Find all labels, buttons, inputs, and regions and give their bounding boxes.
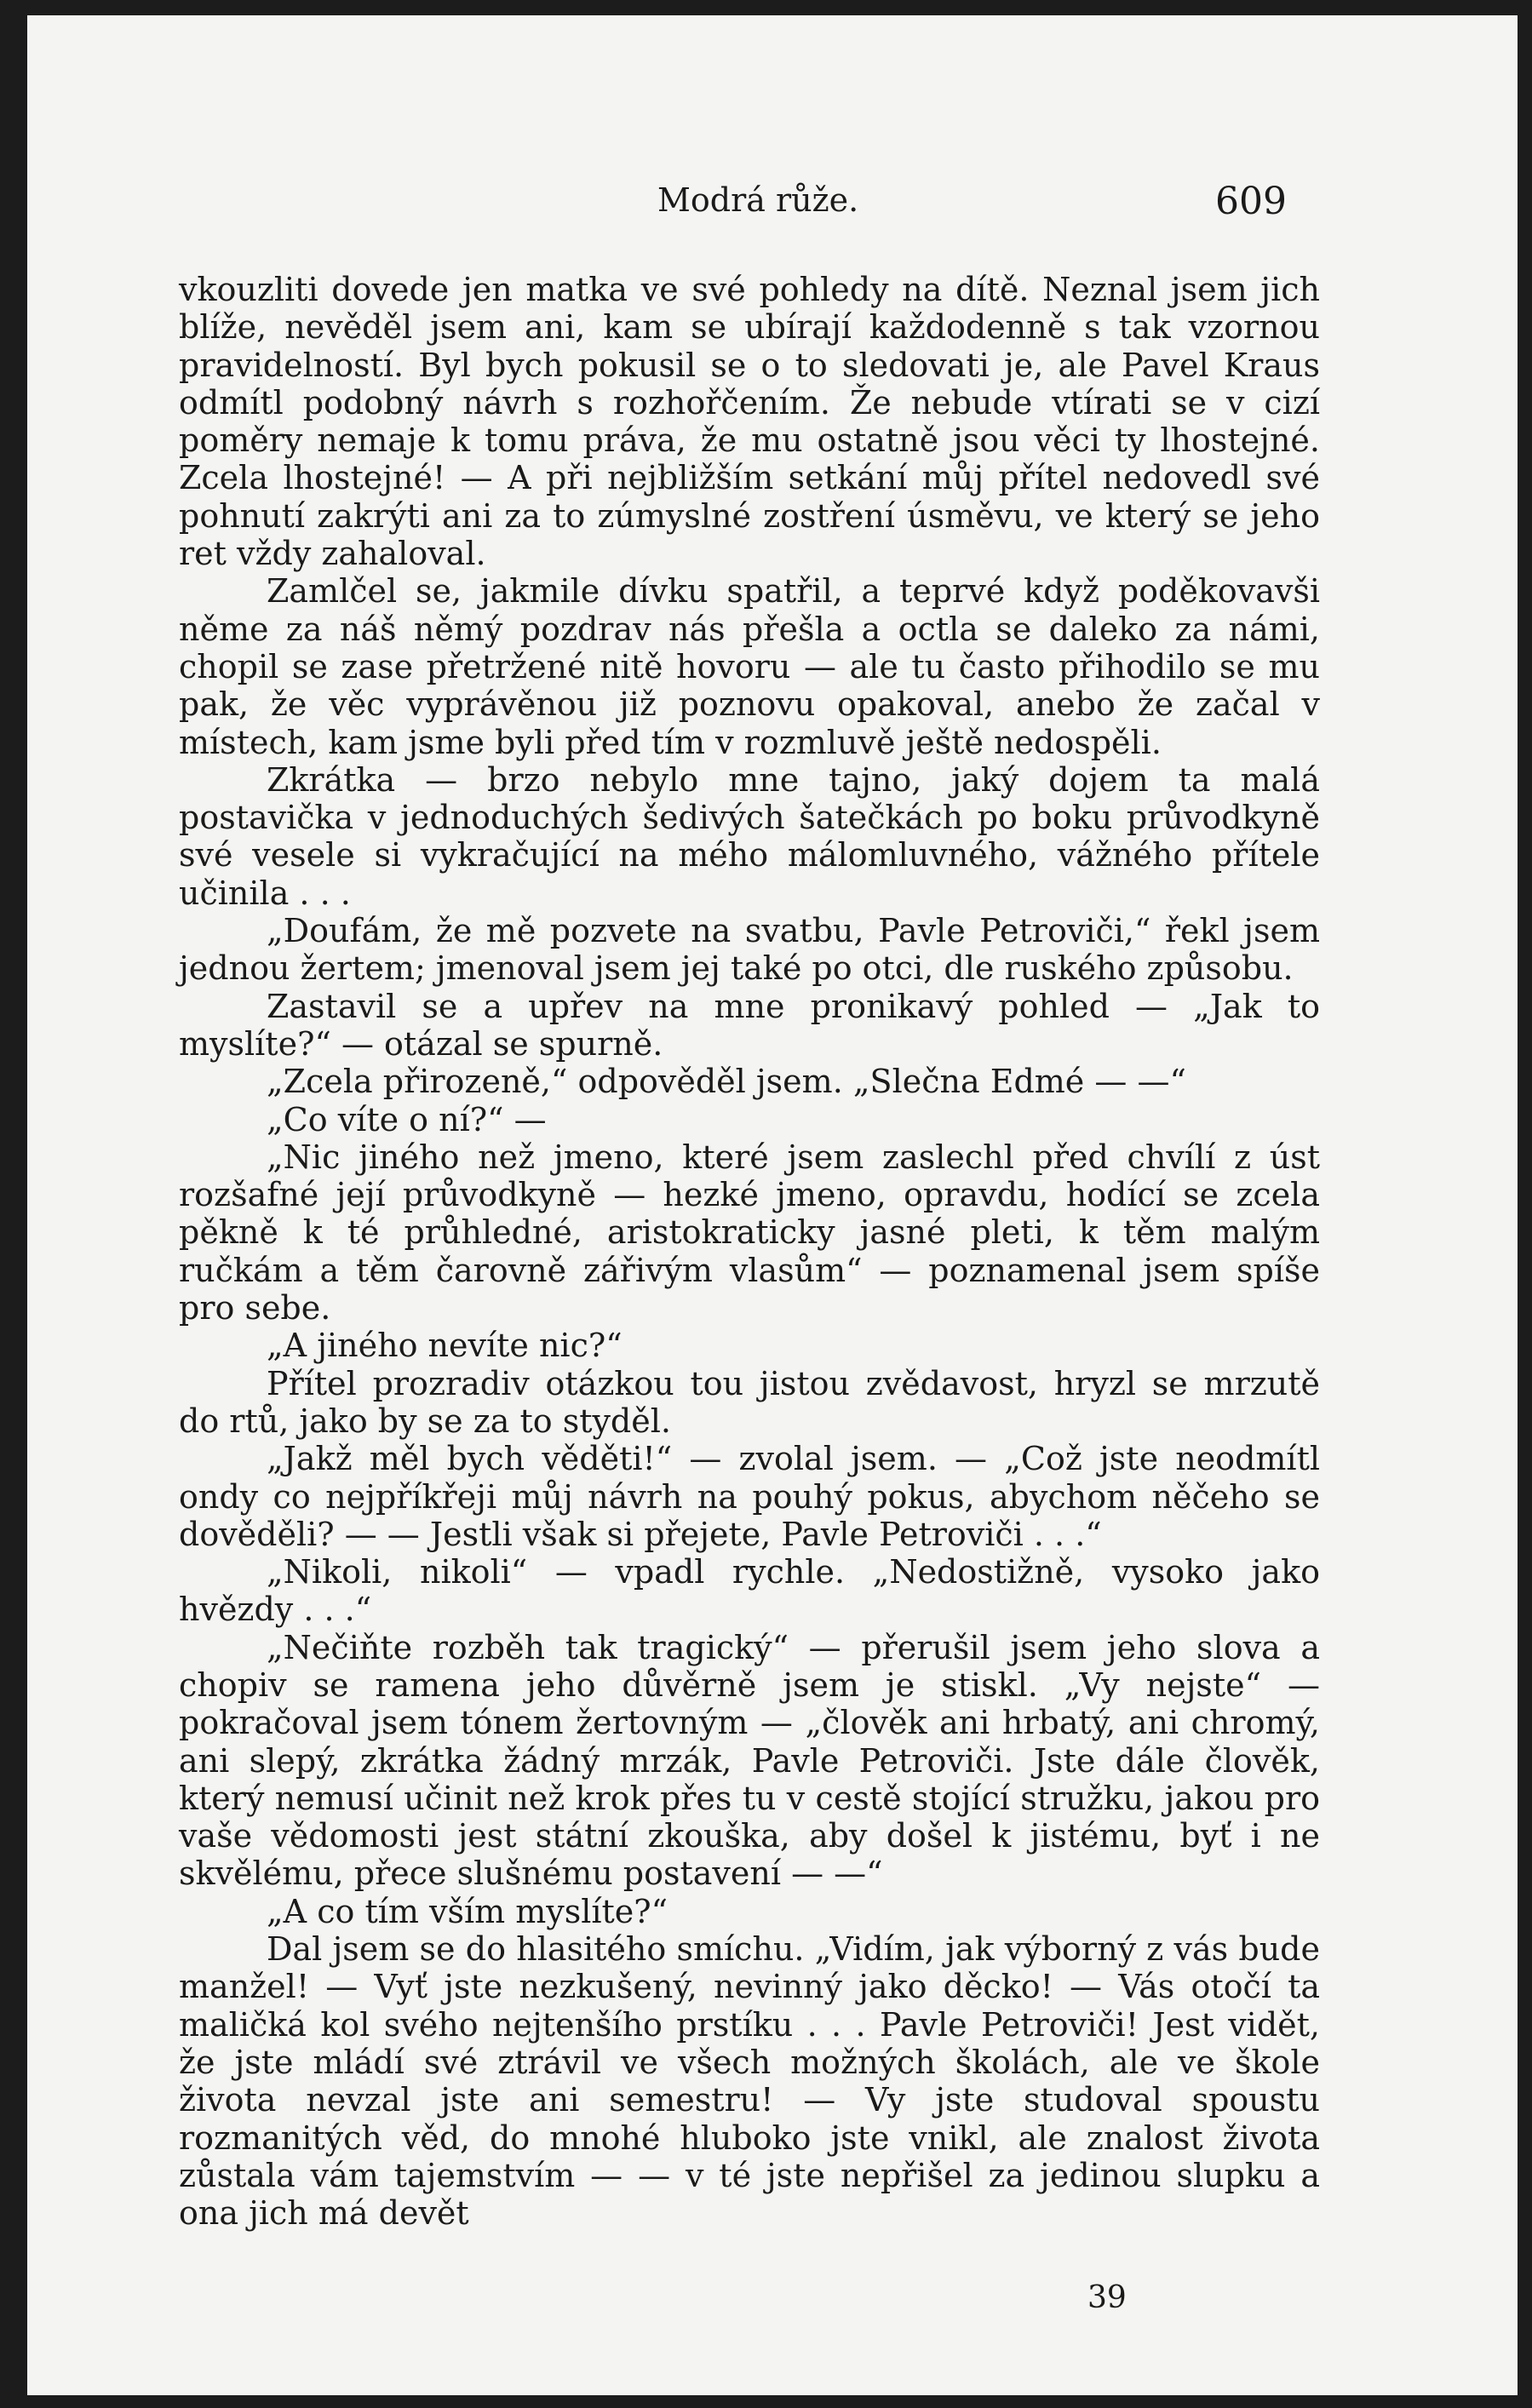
paragraph: Zkrátka — brzo nebylo mne tajno, jaký dojem ta malá postavička v jednoduchých šedivých šatečkách po boku průvodkyně své vesele si vykračující na mého málomluvného, vážného přítele učinila . . . bbox=[179, 760, 1320, 912]
book-page bbox=[27, 15, 1518, 2395]
signature-mark: 39 bbox=[1087, 2280, 1127, 2315]
paragraph: Dal jsem se do hlasitého smíchu. „Vidím, jak výborný z vás bude manžel! — Vyť jste nezkušený, nevinný jako děcko! — Vás otočí ta maličká kol svého nejtenšího prstíku . . . Pavle Petroviči! Jest vidět, že jste mládí své ztrávil ve všech možných školách, ale ve škole života nevzal jste ani semestru! — Vy jste studoval spoustu rozmanitých věd, do mnohé hluboko jste vnikl, ale znalost života zůstala vám tajemstvím — — v té jste nepřišel za jedinou slupku a ona jich má devět bbox=[179, 1930, 1320, 2233]
paragraph: vkouzliti dovede jen matka ve své pohledy na dítě. Neznal jsem jich blíže, nevěděl jsem ani, kam se ubírají každodenně s tak vzornou pravidelností. Byl bych pokusil se o to sledovati je, ale Pavel Kraus odmítl podobný návrh s rozhořčením. Že nebude vtírati se v cizí poměry nemaje k tomu práva, že mu ostatně jsou věci ty lhostejné. Zcela lhostejné! — A při nejbližším setkání můj přítel nedovedl své pohnutí zakrýti ani za to zúmyslné zostření úsměvu, ve který se jeho ret vždy zahaloval. bbox=[179, 271, 1320, 573]
paragraph: „Zcela přirozeně,“ odpověděl jsem. „Slečna Edmé — —“ bbox=[267, 1063, 1186, 1101]
paragraph: „Nic jiného než jmeno, které jsem zaslechl před chvílí z úst rozšafné její průvodkyně — hezké jmeno, opravdu, hodící se zcela pěkně k té průhledné, aristokraticky jasné pleti, k těm malým ručkám a těm čarovně zářivým vlasům“ — poznamenal jsem spíše pro sebe. bbox=[179, 1138, 1320, 1327]
paragraph: „Nečiňte rozběh tak tragický“ — přerušil jsem jeho slova a chopiv se ramena jeho důvěrně jsem je stiskl. „Vy nejste“ — pokračoval jsem tónem žertovným — „člověk ani hrbatý, ani chromý, ani slepý, zkrátka žádný mrzák, Pavle Petroviči. Jste dále člověk, který nemusí učinit než krok přes tu v cestě stojící stružku, jakou pro vaše vědomosti jest státní zkouška, aby došel k jistému, byť i ne skvělému, přece slušnému postavení — —“ bbox=[179, 1628, 1320, 1893]
page-header bbox=[27, 173, 1518, 237]
running-title: Modrá růže. bbox=[657, 181, 859, 219]
paragraph: „Doufám, že mě pozvete na svatbu, Pavle Petroviči,“ řekl jsem jednou žertem; jmenoval jsem jej také po otci, dle ruského způsobu. bbox=[179, 912, 1320, 988]
paragraph: Zastavil se a upřev na mne pronikavý pohled — „Jak to myslíte?“ — otázal se spurně. bbox=[179, 987, 1320, 1063]
paragraph: „A jiného nevíte nic?“ bbox=[267, 1327, 623, 1365]
paragraph: Zamlčel se, jakmile dívku spatřil, a teprvé když poděkovavši něme za náš němý pozdrav nás přešla a octla se daleko za námi, chopil se zase přetržené nitě hovoru — ale tu často přihodilo se mu pak, že věc vyprávěnou již poznovu opakoval, anebo že začal v místech, kam jsme byli před tím v rozmluvě ještě nedospěli. bbox=[179, 572, 1320, 761]
paragraph: „Co víte o ní?“ — bbox=[267, 1100, 547, 1138]
paragraph: „A co tím vším myslíte?“ bbox=[267, 1892, 668, 1930]
paragraph: „Nikoli, nikoli“ — vpadl rychle. „Nedostižně, vysoko jako hvězdy . . .“ bbox=[179, 1553, 1320, 1629]
page-number: 609 bbox=[1215, 180, 1287, 223]
body-text bbox=[179, 271, 1320, 2232]
paragraph: „Jakž měl bych věděti!“ — zvolal jsem. — „Což jste neodmítl ondy co nejpříkřeji můj návrh na pouhý pokus, abychom něčeho se dověděli? — — Jestli však si přejete, Pavle Petroviči . . .“ bbox=[179, 1440, 1320, 1553]
paragraph: Přítel prozradiv otázkou tou jistou zvědavost, hryzl se mrzutě do rtů, jako by se za to styděl. bbox=[179, 1364, 1320, 1440]
